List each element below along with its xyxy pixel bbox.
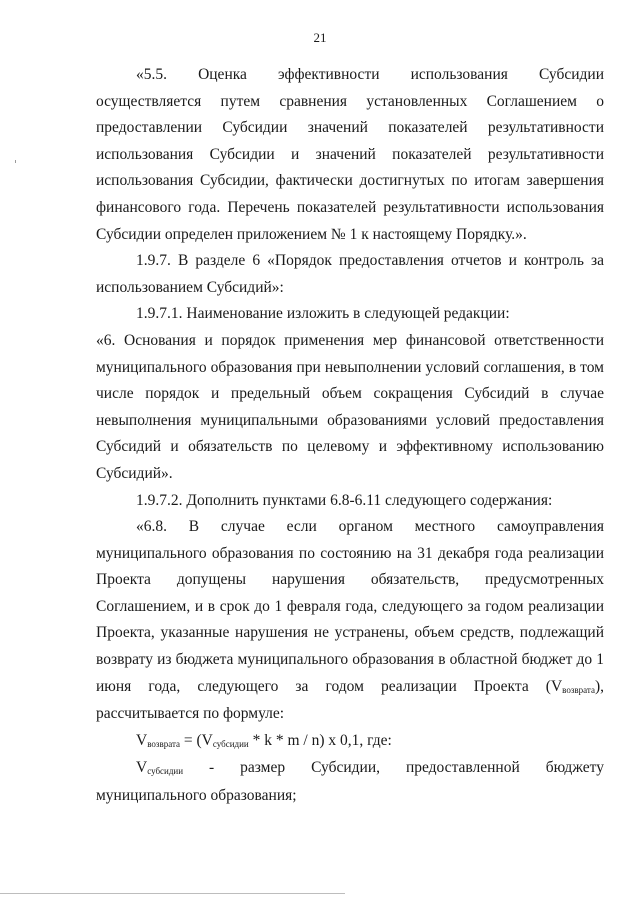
paragraph-1-9-7: 1.9.7. В разделе 6 «Порядок предоставления отчетов и контроль за использованием Субсидий»: xyxy=(96,252,604,296)
formula-line xyxy=(96,728,604,756)
definition-text: - размер Субсидии, предоставленной бюджету муниципального образования; xyxy=(96,759,604,805)
paragraph-6-8-tail: ), рассчитывается по формуле: xyxy=(96,677,604,723)
definition-v: V xyxy=(136,759,148,777)
paragraph-section-6-title: «6. Основания и порядок применения мер финансовой ответственности муниципального образования при невыполнении условий соглашения, в том числе порядок и предельный объем сокращения Субсидий в случае невыполнения муниципальными образованиями условий предоставления Субсидий и обязательств по целевому и эффективному использованию Субсидий». xyxy=(96,331,604,482)
document-body xyxy=(96,62,604,810)
formula-v: V xyxy=(136,731,148,749)
formula-sub-return: возврата xyxy=(147,738,180,749)
scan-mark xyxy=(15,160,16,163)
paragraph-6-8 xyxy=(96,514,604,728)
formula-eq: = (V xyxy=(180,731,213,749)
paragraph-5-5: «5.5. Оценка эффективности использования Субсидии осуществляется путем сравнения установленных Соглашением о предоставлении Субсидии значений показателей результативности использования Субсидии и значений показателей результативности использования Субсидии, фактически достигнутых по итогам завершения финансового года. Перечень показателей результативности использования Субсидии определен приложением № 1 к настоящему Порядку.». xyxy=(96,66,604,243)
definition-sub: субсидии xyxy=(147,766,184,777)
scan-edge-line xyxy=(0,893,345,894)
paragraph-6-8-text: «6.8. В случае если органом местного самоуправления муниципального образования по состоянию на 31 декабря года реализации Проекта допущены нарушения обязательств, предусмотренных Соглашением, и в срок до 1 февраля года, следующего за годом реализации Проекта, указанные нарушения не устранены, объем средств, подлежащий возврату из бюджета муниципального образования в областной бюджет до 1 июня года, следующего за годом реализации Проекта (V xyxy=(96,518,604,695)
paragraph-1-9-7-2: 1.9.7.2. Дополнить пунктами 6.8-6.11 следующего содержания: xyxy=(136,491,553,509)
page-number: 21 xyxy=(313,30,327,45)
paragraph-1-9-7-1: 1.9.7.1. Наименование изложить в следующей редакции: xyxy=(136,305,510,323)
formula-rest: * k * m / n) x 0,1, где: xyxy=(248,731,392,749)
definition-line xyxy=(96,755,604,809)
formula-sub-subsidy: субсидии xyxy=(212,738,249,749)
subscript-return: возврата xyxy=(562,684,595,695)
